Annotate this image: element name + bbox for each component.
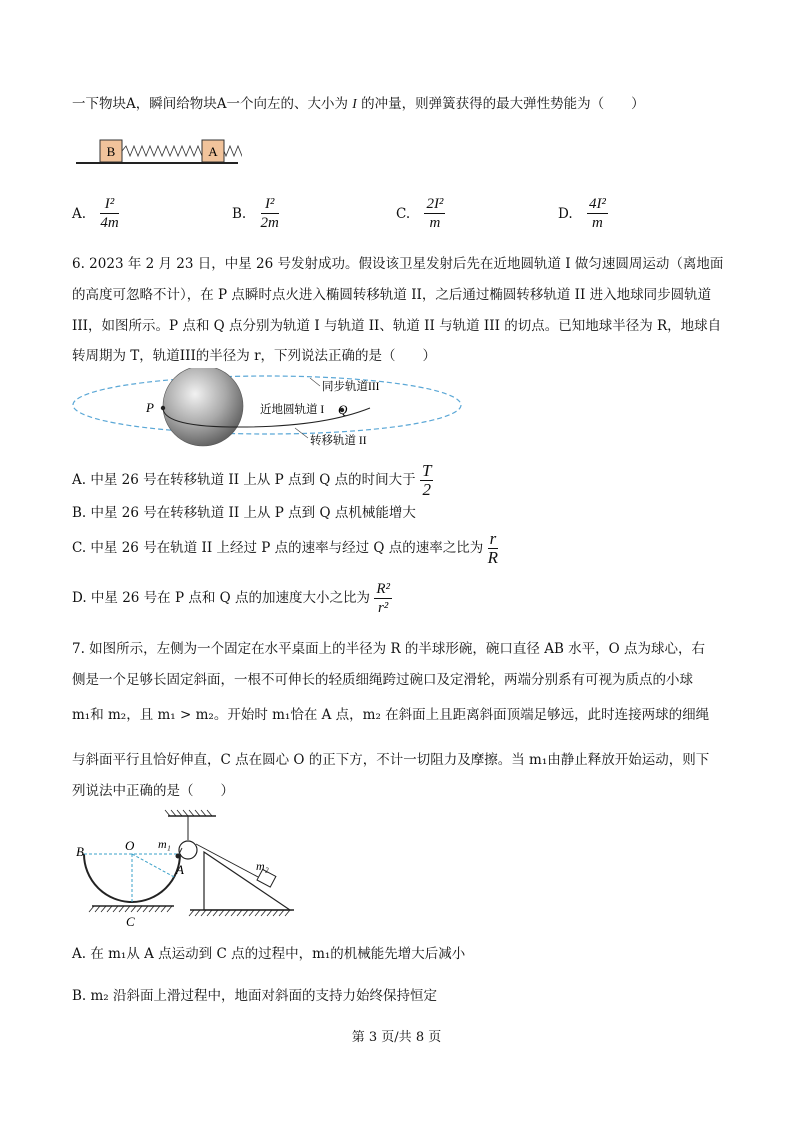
- sync-orbit-leader: [310, 378, 320, 386]
- block-b-label: B: [106, 144, 116, 159]
- block-a-label: A: [208, 144, 218, 159]
- rope-right: [196, 844, 260, 878]
- q5-option-a-den: 4m: [100, 215, 119, 231]
- transfer-orbit-label: 转移轨道 II: [310, 435, 367, 447]
- incline: [204, 852, 290, 910]
- point-q-label: Q: [338, 402, 348, 417]
- q6-option-a-text: A. 中星 26 号在转移轨道 II 上从 P 点到 Q 点的时间大于: [72, 472, 416, 488]
- q5-option-a-label: A.: [72, 205, 87, 222]
- q5-option-c-num: 2I²: [426, 196, 444, 212]
- q7-line-1: 7. 如图所示，左侧为一个固定在水平桌面上的半径为 R 的半球形碗，碗口直径 AB 水平，O 点为球心，右: [72, 641, 706, 657]
- label-a: A: [176, 862, 184, 877]
- q7-line-2: 侧是一个足够长固定斜面，一根不可伸长的轻质细绳跨过碗口及定滑轮，两端分别系有可视为质点的小球: [72, 672, 693, 688]
- q6-option-c-den: R: [487, 548, 499, 567]
- label-m1: m₁: [158, 837, 171, 851]
- q5-option-a: [72, 195, 119, 232]
- q6-option-d-den: r²: [377, 600, 389, 616]
- q6-option-c: [72, 530, 498, 567]
- q5-option-b: [232, 195, 279, 232]
- sync-orbit-label: 同步轨道III: [322, 381, 380, 393]
- q5-option-d: [558, 195, 608, 232]
- q5-option-c-label: C.: [396, 205, 411, 222]
- q5-stem: [72, 94, 645, 114]
- pulley: [179, 841, 197, 859]
- label-m2: m₂: [256, 859, 269, 873]
- q5-option-c: [396, 195, 445, 232]
- q6-line-4: 转周期为 T，轨道III的半径为 r，下列说法正确的是（ ）: [72, 348, 437, 364]
- q7-option-a: A. 在 m₁从 A 点运动到 C 点的过程中，m₁的机械能先增大后减小: [72, 946, 466, 962]
- ceiling-hatch: [165, 810, 212, 816]
- q6-line-3: III，如图所示。P 点和 Q 点分别为轨道 I 与轨道 II、轨道 II 与轨道 III 的切点。已知地球半径为 R，地球自: [72, 318, 722, 334]
- q6-option-a-num: T: [421, 461, 432, 480]
- q7-line-3: m₁和 m₂，且 m₁ > m₂。开始时 m₁恰在 A 点，m₂ 在斜面上且距离斜面顶端足够远，此时连接两球的细绳: [72, 707, 710, 723]
- near-orbit-label: 近地圆轨道 I: [260, 404, 325, 416]
- q6-option-d-text: D. 中星 26 号在 P 点和 Q 点的加速度大小之比为: [72, 590, 371, 606]
- q5-text-pre: 一下物块A，瞬间给物块A一个向左的、大小为: [72, 96, 348, 112]
- q5-option-b-label: B.: [232, 205, 247, 222]
- q5-option-b-num: I²: [261, 195, 279, 214]
- radius-oa: [132, 854, 176, 878]
- bowl-incline-figure: [70, 806, 310, 932]
- q6-option-a-den: 2: [422, 480, 431, 499]
- table-hatch: [89, 906, 172, 912]
- q5-text-post: 的冲量，则弹簧获得的最大弹性势能为（ ）: [361, 96, 645, 112]
- q5-option-d-den: m: [592, 215, 603, 231]
- page-footer: 第 3 页/共 8 页: [351, 1030, 442, 1045]
- incline-hatch: [189, 910, 290, 916]
- q5-option-a-num: I²: [100, 195, 118, 214]
- q5-option-c-den: m: [429, 215, 441, 231]
- q5-option-d-num: 4I²: [588, 196, 606, 212]
- point-p-dot: [161, 406, 165, 410]
- q5-option-b-den: 2m: [260, 215, 279, 231]
- q6-option-c-text: C. 中星 26 号在轨道 II 上经过 P 点的速率与经过 Q 点的速率之比为: [72, 540, 484, 556]
- q6-option-a: [72, 462, 433, 499]
- q7-line-4: 与斜面平行且恰好伸直，C 点在圆心 O 的正下方，不计一切阻力及摩擦。当 m₁由静止释放开始运动，则下: [72, 752, 710, 768]
- q7-option-b: B. m₂ 沿斜面上滑过程中，地面对斜面的支持力始终保持恒定: [72, 988, 438, 1004]
- q6-option-d: [72, 580, 392, 617]
- point-p-label: P: [146, 400, 154, 415]
- spring-blocks-figure: [72, 134, 242, 170]
- q6-option-d-num: R²: [376, 581, 390, 597]
- orbit-figure: [70, 368, 480, 458]
- q7-line-5: 列说法中正确的是（ ）: [72, 783, 234, 799]
- q6-option-b: B. 中星 26 号在转移轨道 II 上从 P 点到 Q 点机械能增大: [72, 505, 416, 521]
- label-b: B: [76, 844, 84, 859]
- q5-var-i: I: [352, 96, 357, 111]
- q5-option-d-label: D.: [558, 205, 573, 222]
- q6-line-2: 的高度可忽略不计），在 P 点瞬时点火进入椭圆转移轨道 II，之后通过椭圆转移轨道 II 进入地球同步圆轨道: [72, 287, 712, 303]
- earth: [163, 368, 243, 446]
- q6-line-1: 6. 2023 年 2 月 23 日，中星 26 号发射成功。假设该卫星发射后先在近地圆轨道 I 做匀速圆周运动（离地面: [72, 256, 724, 272]
- q6-option-c-num: r: [489, 529, 497, 548]
- label-c: C: [126, 914, 135, 929]
- label-o: O: [125, 838, 135, 853]
